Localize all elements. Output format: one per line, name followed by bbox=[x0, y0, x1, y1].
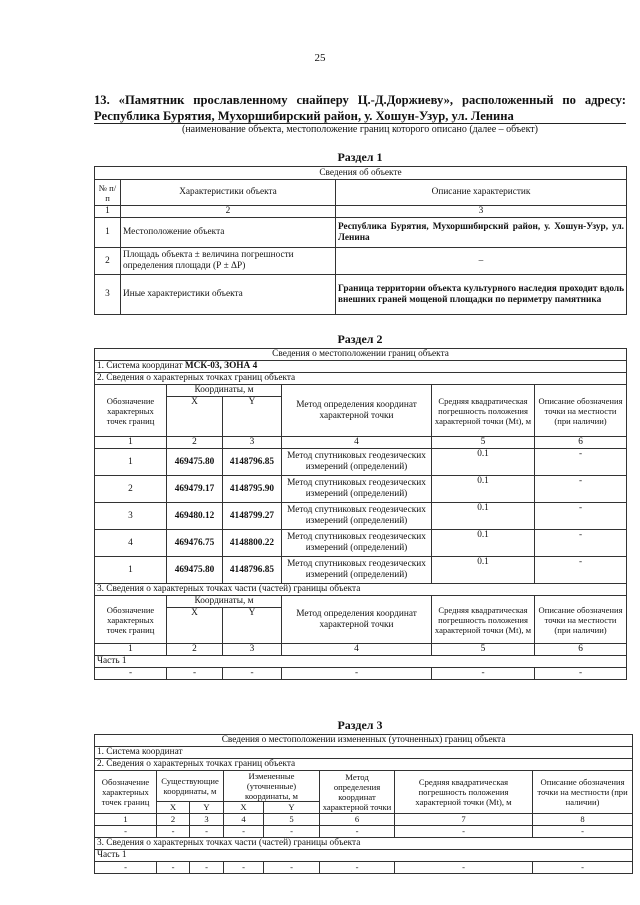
method-cell: Метод спутниковых геодезических измерений (определений) bbox=[282, 557, 432, 584]
description-cell: - bbox=[535, 530, 627, 557]
coord-system-label: 1. Система координат bbox=[97, 361, 185, 371]
coord-system-label: 1. Система координат bbox=[95, 747, 633, 759]
header-existing-coords: Существующие координаты, м bbox=[157, 771, 224, 802]
part-label: Часть 1 bbox=[95, 850, 633, 862]
colnum: 3 bbox=[223, 644, 282, 656]
section1-table bbox=[94, 166, 627, 315]
table-row bbox=[95, 275, 627, 315]
colnum: 5 bbox=[264, 814, 320, 826]
header-y: Y bbox=[223, 608, 282, 644]
colnum: 2 bbox=[167, 644, 223, 656]
method-cell: Метод спутниковых геодезических измерений (определений) bbox=[282, 449, 432, 476]
empty-cell: - bbox=[157, 826, 190, 838]
description-cell: - bbox=[535, 557, 627, 584]
colnum: 8 bbox=[533, 814, 633, 826]
method-cell: Метод спутниковых геодезических измерений (определений) bbox=[282, 530, 432, 557]
colnum: 6 bbox=[535, 644, 627, 656]
section1-header-description: Описание характеристик bbox=[336, 180, 627, 206]
characteristic-name: Площадь объекта ± величина погрешности определения площади (Р ± ΔР) bbox=[121, 248, 336, 275]
empty-cell: - bbox=[320, 826, 395, 838]
description-cell: - bbox=[535, 476, 627, 503]
description-cell: - bbox=[535, 449, 627, 476]
colnum: 4 bbox=[282, 644, 432, 656]
error-cell: 0.1 bbox=[432, 557, 535, 584]
colnum: 3 bbox=[223, 437, 282, 449]
empty-cell: - bbox=[190, 862, 224, 874]
heading-note: (наименование объекта, местоположение границ которого описано (далее – объект) bbox=[181, 124, 539, 135]
empty-cell: - bbox=[432, 668, 535, 680]
colnum: 4 bbox=[282, 437, 432, 449]
coord-system-value: МСК-03, ЗОНА 4 bbox=[184, 361, 258, 371]
header-x: X bbox=[157, 802, 190, 814]
section3-title: Раздел 3 bbox=[337, 718, 383, 732]
characteristic-name: Местоположение объекта bbox=[121, 218, 336, 248]
header-changed-coords: Измененные (уточненные) координаты, м bbox=[224, 771, 320, 802]
empty-cell: - bbox=[95, 826, 157, 838]
header-description: Описание обозначения точки на местности (при наличии) bbox=[535, 385, 627, 437]
header-coords: Координаты, м bbox=[167, 596, 282, 608]
table-row bbox=[95, 503, 627, 530]
empty-cell: - bbox=[533, 862, 633, 874]
characteristic-value: Граница территории объекта культурного наследия проходит вдоль внешних граней мощеной площадки по периметру памятника bbox=[336, 275, 627, 315]
section3-table bbox=[94, 734, 633, 874]
colnum: 5 bbox=[432, 644, 535, 656]
colnum: 6 bbox=[535, 437, 627, 449]
point-designation: 1 bbox=[95, 557, 167, 584]
empty-cell: - bbox=[224, 826, 264, 838]
point-designation: 3 bbox=[95, 503, 167, 530]
characteristic-value: Республика Бурятия, Мухоршибирский район, у. Хошун-Узур, ул. Ленина bbox=[336, 218, 627, 248]
table-row bbox=[95, 557, 627, 584]
row-number: 2 bbox=[95, 248, 121, 275]
empty-cell: - bbox=[224, 862, 264, 874]
section3-caption: Сведения о местоположении измененных (уточненных) границ объекта bbox=[95, 735, 633, 747]
colnum: 4 bbox=[224, 814, 264, 826]
colnum: 1 bbox=[95, 644, 167, 656]
header-designation: Обозначение характерных точек границ bbox=[95, 596, 167, 644]
colnum: 2 bbox=[167, 437, 223, 449]
coord-y: 4148796.85 bbox=[223, 557, 282, 584]
coord-x: 469479.17 bbox=[167, 476, 223, 503]
coord-x: 469480.12 bbox=[167, 503, 223, 530]
coord-x: 469475.80 bbox=[167, 449, 223, 476]
part-label: Часть 1 bbox=[95, 656, 627, 668]
empty-cell: - bbox=[95, 668, 167, 680]
section1-caption: Сведения об объекте bbox=[95, 167, 627, 180]
header-y: Y bbox=[223, 397, 282, 437]
characteristic-value: – bbox=[336, 248, 627, 275]
section2-caption: Сведения о местоположении границ объекта bbox=[95, 349, 627, 361]
header-description: Описание обозначения точки на местности (при наличии) bbox=[533, 771, 633, 814]
error-cell: 0.1 bbox=[432, 530, 535, 557]
colnum: 3 bbox=[190, 814, 224, 826]
header-x: X bbox=[224, 802, 264, 814]
error-cell: 0.1 bbox=[432, 503, 535, 530]
colnum: 1 bbox=[95, 437, 167, 449]
coord-y: 4148795.90 bbox=[223, 476, 282, 503]
header-designation: Обозначение характерных точек границ bbox=[95, 385, 167, 437]
coord-y: 4148796.85 bbox=[223, 449, 282, 476]
empty-cell: - bbox=[157, 862, 190, 874]
page-number: 25 bbox=[314, 52, 326, 64]
empty-cell: - bbox=[95, 862, 157, 874]
coord-y: 4148800.22 bbox=[223, 530, 282, 557]
table-row bbox=[95, 218, 627, 248]
error-cell: 0.1 bbox=[432, 476, 535, 503]
table-row bbox=[95, 476, 627, 503]
point-designation: 2 bbox=[95, 476, 167, 503]
header-error: Средняя квадратическая погрешность положения характерной точки (Мt), м bbox=[395, 771, 533, 814]
header-y: Y bbox=[190, 802, 224, 814]
header-designation: Обозначение характерных точек границ bbox=[95, 771, 157, 814]
method-cell: Метод спутниковых геодезических измерений (определений) bbox=[282, 503, 432, 530]
section1-header-num: № п/п bbox=[95, 180, 121, 206]
header-method: Метод определения координат характерной точки bbox=[282, 596, 432, 644]
empty-cell: - bbox=[320, 862, 395, 874]
header-x: X bbox=[167, 608, 223, 644]
colnum: 1 bbox=[95, 814, 157, 826]
points-label: 2. Сведения о характерных точках границ объекта bbox=[95, 759, 633, 771]
parts-label: 3. Сведения о характерных точках части (частей) границы объекта bbox=[95, 838, 633, 850]
empty-cell: - bbox=[535, 668, 627, 680]
section2-table bbox=[94, 348, 627, 680]
header-x: X bbox=[167, 397, 223, 437]
empty-cell: - bbox=[264, 862, 320, 874]
coord-system-row bbox=[95, 361, 627, 373]
header-description: Описание обозначения точки на местности (при наличии) bbox=[535, 596, 627, 644]
empty-cell: - bbox=[395, 862, 533, 874]
section2-title: Раздел 2 bbox=[337, 332, 383, 346]
colnum: 5 bbox=[432, 437, 535, 449]
object-heading: 13. «Памятник прославленному снайперу Ц.-Д.Доржиеву», расположенный по адресу: Республика Бурятия, Мухоршибирский район, у. Хошун-Узур, ул. Ленина bbox=[94, 93, 626, 123]
empty-cell: - bbox=[190, 826, 224, 838]
empty-cell: - bbox=[167, 668, 223, 680]
section1-colnum: 1 bbox=[95, 206, 121, 218]
empty-cell: - bbox=[282, 668, 432, 680]
coord-x: 469475.80 bbox=[167, 557, 223, 584]
table-row bbox=[95, 668, 627, 680]
empty-cell: - bbox=[223, 668, 282, 680]
point-designation: 1 bbox=[95, 449, 167, 476]
points-label: 2. Сведения о характерных точках границ объекта bbox=[95, 373, 627, 385]
table-row bbox=[95, 248, 627, 275]
row-number: 3 bbox=[95, 275, 121, 315]
section1-title: Раздел 1 bbox=[337, 150, 383, 164]
colnum: 6 bbox=[320, 814, 395, 826]
coord-y: 4148799.27 bbox=[223, 503, 282, 530]
table-row bbox=[95, 530, 627, 557]
method-cell: Метод спутниковых геодезических измерений (определений) bbox=[282, 476, 432, 503]
header-coords: Координаты, м bbox=[167, 385, 282, 397]
point-designation: 4 bbox=[95, 530, 167, 557]
parts-label: 3. Сведения о характерных точках части (частей) границы объекта bbox=[95, 584, 627, 596]
section1-colnum: 2 bbox=[121, 206, 336, 218]
colnum: 2 bbox=[157, 814, 190, 826]
table-row bbox=[95, 449, 627, 476]
row-number: 1 bbox=[95, 218, 121, 248]
section1-header-characteristics: Характеристики объекта bbox=[121, 180, 336, 206]
coord-x: 469476.75 bbox=[167, 530, 223, 557]
empty-cell: - bbox=[395, 826, 533, 838]
section1-colnum: 3 bbox=[336, 206, 627, 218]
header-y: Y bbox=[264, 802, 320, 814]
description-cell: - bbox=[535, 503, 627, 530]
characteristic-name: Иные характеристики объекта bbox=[121, 275, 336, 315]
empty-cell: - bbox=[533, 826, 633, 838]
empty-cell: - bbox=[264, 826, 320, 838]
header-error: Средняя квадратическая погрешность положения характерной точки (Мt), м bbox=[432, 596, 535, 644]
error-cell: 0.1 bbox=[432, 449, 535, 476]
table-row bbox=[95, 862, 633, 874]
colnum: 7 bbox=[395, 814, 533, 826]
table-row bbox=[95, 826, 633, 838]
header-method: Метод определения координат характерной точки bbox=[282, 385, 432, 437]
header-error: Средняя квадратическая погрешность положения характерной точки (Мt), м bbox=[432, 385, 535, 437]
header-method: Метод определения координат характерной точки bbox=[320, 771, 395, 814]
